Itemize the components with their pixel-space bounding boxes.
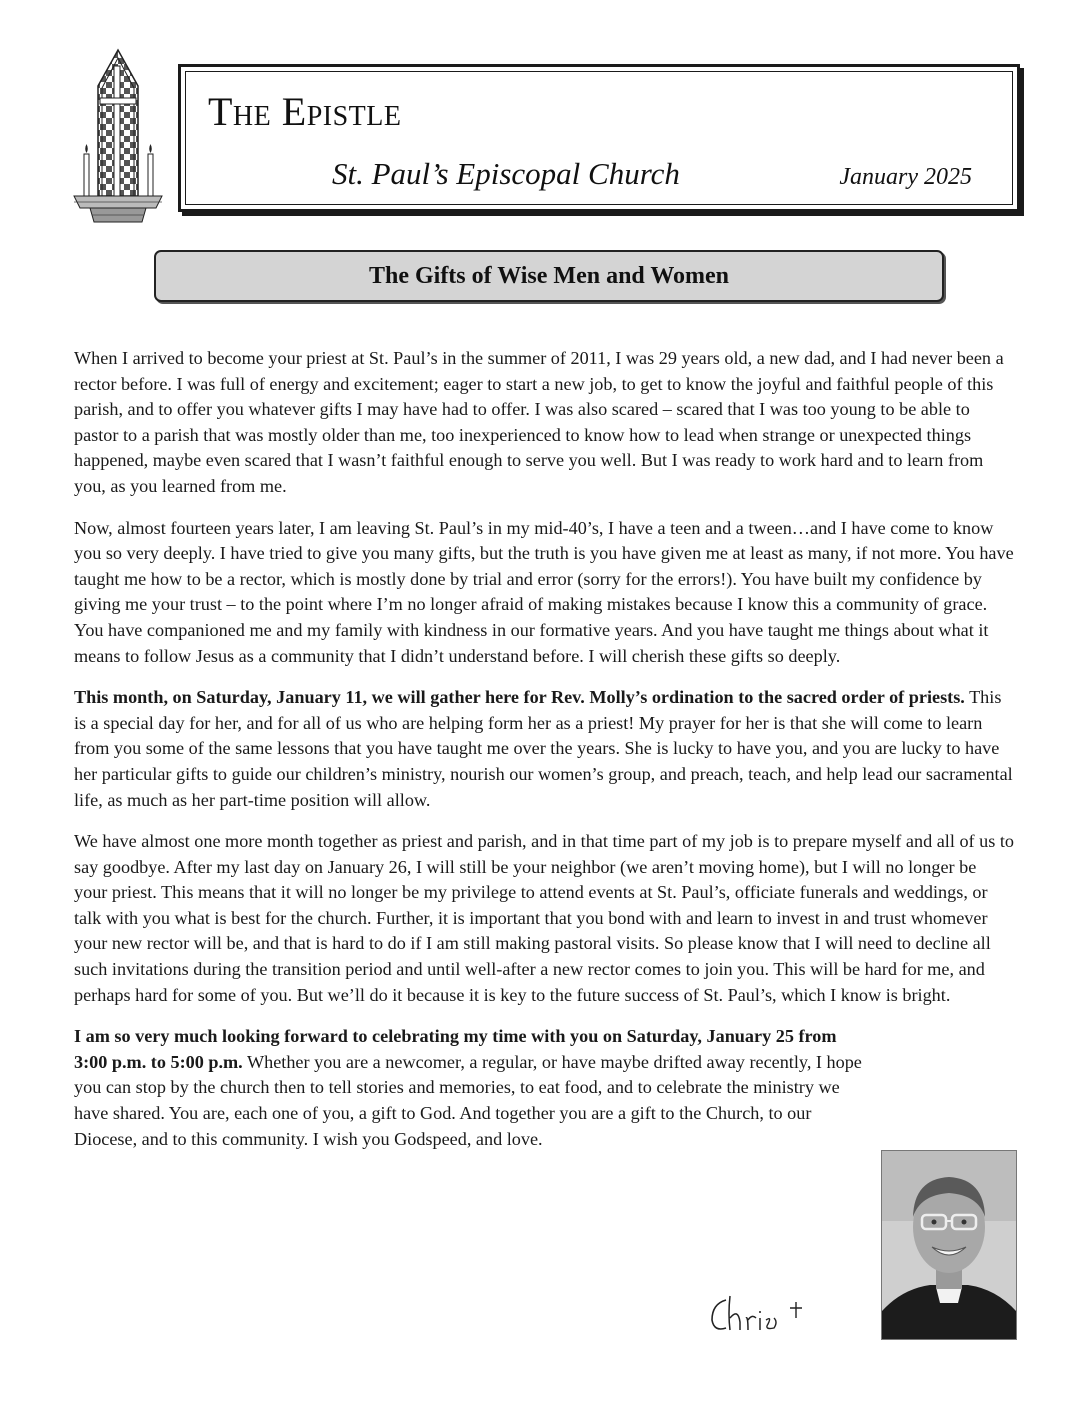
- church-logo-icon: [70, 46, 166, 230]
- paragraph-3: [74, 685, 1014, 813]
- article-body: [74, 346, 1014, 1168]
- paragraph-5-text: Whether you are a newcomer, a regular, or have maybe drifted away recently, I hope you can stop by the church then to tell stories and memories, to eat food, and to celebrate the ministry we have shared. You are, each one of you, a gift to God. And together you are a gift to the Church, to our Diocese, and to this community. I wish you Godspeed, and love.: [74, 1051, 862, 1149]
- issue-date: January 2025: [839, 164, 972, 190]
- paragraph-1: When I arrived to become your priest at St. Paul’s in the summer of 2011, I was 29 years old, a new dad, and I had never been a rector before. I was full of energy and excitement; eager to start a new job, to get to know the joyful and faithful people of this parish, and to offer you whatever gifts I may have had to offer. I was also scared – scared that I was too young to be able to pastor to a parish that was mostly older than me, too inexperienced to know how to lead when strange or unexpected things happened, maybe even scared that I wasn’t faithful enough to serve you well. But I was ready to work hard and to learn from you, as you learned from me.: [74, 348, 1004, 496]
- author-photo: [881, 1150, 1017, 1340]
- paragraph-2: Now, almost fourteen years later, I am leaving St. Paul’s in my mid-40’s, I have a teen and a tween…and I have come to know you so very deeply. I have tried to give you many gifts, but the truth is you have given me at least as many, if not more. You have taught me how to be a rector, which is mostly done by trial and error (sorry for the errors!). You have built my confidence by giving me your trust – to the point where I’m no longer afraid of making mistakes because I know this a community of grace. You have companioned me and my family with kindness in our formative years. And you have taught me things about what it means to follow Jesus as a community that I didn’t understand before. I will cherish these gifts so deeply.: [74, 517, 1014, 666]
- signature: [704, 1290, 814, 1338]
- headline: The Gifts of Wise Men and Women: [368, 262, 730, 289]
- headline-box: [154, 250, 944, 302]
- paragraph-3-text: This is a special day for her, and for all of us who are helping form her as a priest! My prayer for her is that she will come to learn from you some of the same lessons that you have taught me over the years. She is lucky to have you, and you are lucky to have her particular gifts to guide our children’s ministry, nourish our women’s group, and preach, teach, and help lead our sacramental life, as much as her part-time position will allow.: [74, 687, 1013, 810]
- paragraph-5-bold: I am so very much looking forward to celebrating my time with you on Saturday, January 25 from 3:00 p.m. to 5:00 p.m.: [74, 1026, 837, 1072]
- masthead: [178, 64, 1020, 212]
- paragraph-4: We have almost one more month together as priest and parish, and in that time part of my job is to prepare myself and all of us to say goodbye. After my last day on January 26, I will still be your neighbor (we aren’t moving home), but I will no longer be your priest. This means that it will no longer be my privilege to attend events at St. Paul’s, officiate funerals and weddings, or talk with you what is best for the church. Further, it is important that you bond with and learn to invest in and trust whomever your new rector will be, and that is hard to do if I am still making pastoral visits. So please know that I will need to decline all such invitations during the transition period and until well-after a new rector comes to join you. This will be hard for me, and perhaps hard for some of you. But we’ll do it because it is key to the future success of St. Paul’s, which I know is bright.: [74, 831, 1015, 1005]
- paragraph-3-bold: This month, on Saturday, January 11, we will gather here for Rev. Molly’s ordination to the sacred order of priests.: [74, 687, 965, 708]
- publication-title: The Epistle: [208, 89, 402, 134]
- masthead-inner-border: [185, 71, 1013, 205]
- church-name: St. Paul’s Episcopal Church: [332, 156, 680, 191]
- paragraph-5: [74, 1024, 864, 1152]
